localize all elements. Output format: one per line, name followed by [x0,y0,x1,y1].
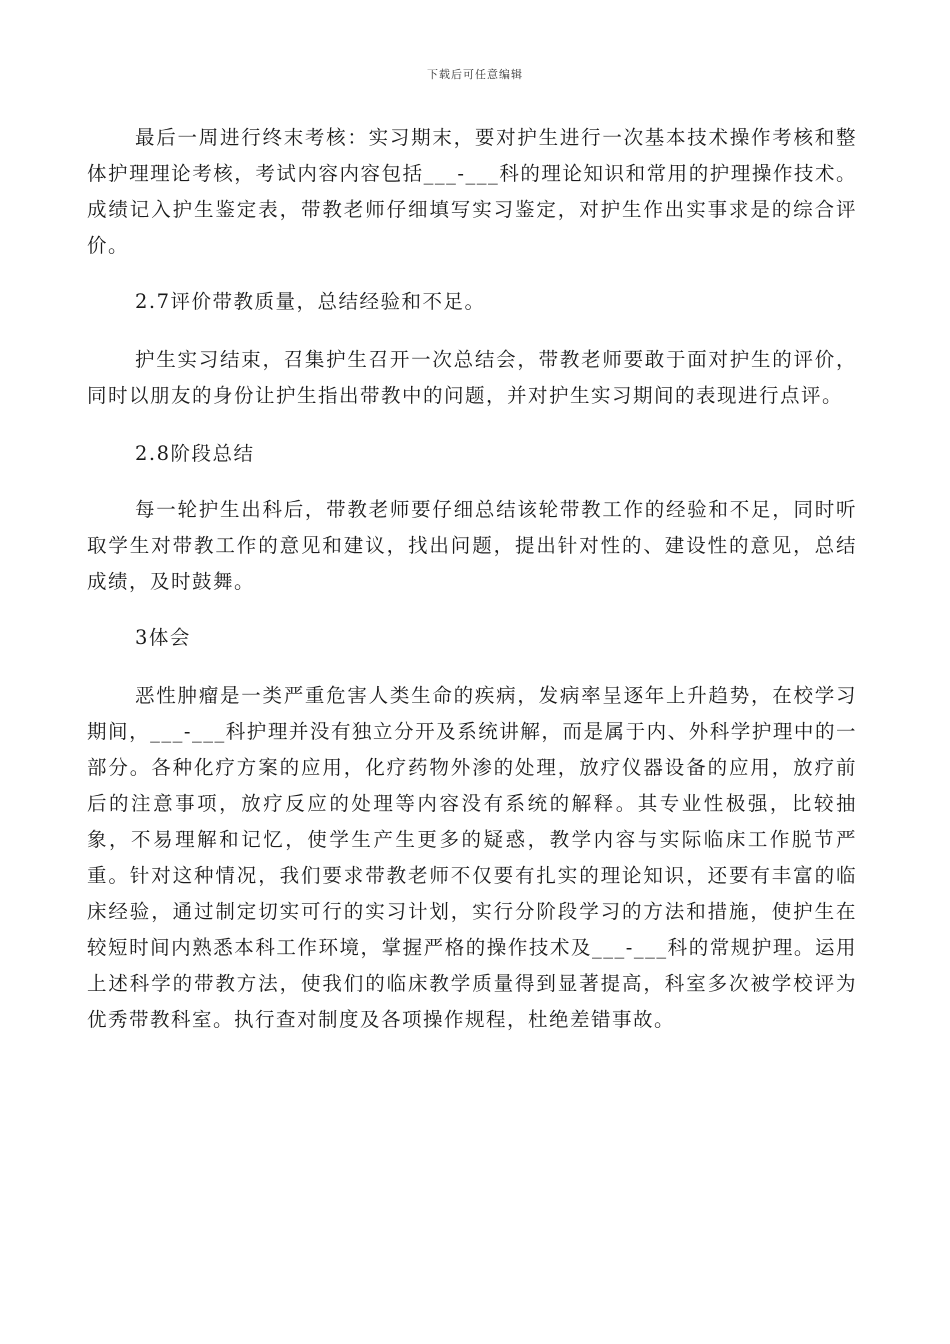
paragraph-final-exam: 最后一周进行终末考核：实习期末，要对护生进行一次基本技术操作考核和整体护理理论考核，考试内容内容包括___-___科的理论知识和常用的护理操作技术。成绩记入护生鉴定表，带教老师仔细填写实习鉴定，对护生作出实事求是的综合评价。 [87,126,857,257]
header-note: 下载后可任意编辑 [427,68,523,81]
document-body [87,120,857,1038]
section-heading-3: 3体会 [135,626,191,649]
paragraph-summary-meeting: 护生实习结束，召集护生召开一次总结会，带教老师要敢于面对护生的评价，同时以朋友的身份让护生指出带教中的问题，并对护生实习期间的表现进行点评。 [87,348,857,407]
paragraph-experience: 恶性肿瘤是一类严重危害人类生命的疾病，发病率呈逐年上升趋势，在校学习期间，___-___科护理并没有独立分开及系统讲解，而是属于内、外科学护理中的一部分。各种化疗方案的应用，化疗药物外渗的处理，放疗仪器设备的应用，放疗前后的注意事项，放疗反应的处理等内容没有系统的解释。其专业性极强，比较抽象，不易理解和记忆，使学生产生更多的疑惑，教学内容与实际临床工作脱节严重。针对这种情况，我们要求带教老师不仅要有扎实的理论知识，还要有丰富的临床经验，通过制定切实可行的实习计划，实行分阶段学习的方法和措施，使护生在较短时间内熟悉本科工作环境，掌握严格的操作技术及___-___科的常规护理。运用上述科学的带教方法，使我们的临床教学质量得到显著提高，科室多次被学校评为优秀带教科室。执行查对制度及各项操作规程，杜绝差错事故。 [87,684,857,1031]
section-heading-2-7: 2.7评价带教质量，总结经验和不足。 [135,290,486,313]
paragraph-stage-summary: 每一轮护生出科后，带教老师要仔细总结该轮带教工作的经验和不足，同时听取学生对带教工作的意见和建议，找出问题，提出针对性的、建设性的意见，总结成绩，及时鼓舞。 [87,498,857,593]
section-heading-2-8: 2.8阶段总结 [135,442,255,465]
